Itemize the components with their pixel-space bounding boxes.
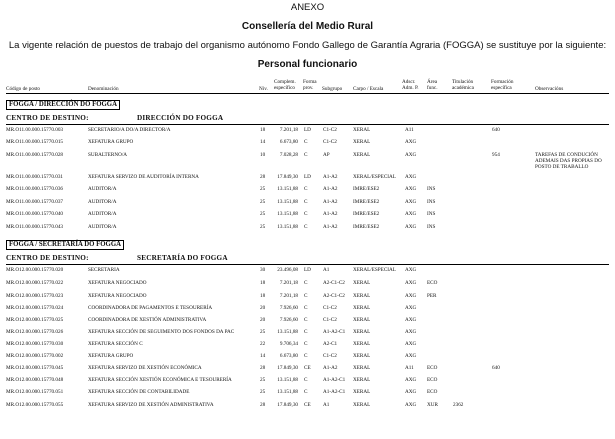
row-complem: 7.201,18 (279, 280, 298, 286)
row-adscr: AXG (405, 377, 417, 383)
table-row (0, 402, 615, 410)
row-niv: 25 (260, 224, 266, 230)
row-code: MR.O11.00.000.15770.043 (6, 224, 64, 230)
row-complem: 6.673,80 (279, 353, 298, 359)
section-title: FOGGA / SECRETARÍA DO FOGGA (6, 240, 124, 250)
row-forma: C (304, 329, 308, 335)
row-denominacion: XEFATURA SERVIZO DE XESTIÓN ADMINISTRATIVA (88, 402, 214, 408)
table-row (0, 329, 615, 337)
row-denominacion: XEFATURA SERVIZO DE XESTIÓN ECONÓMICA (88, 365, 202, 371)
row-denominacion: COORDINADORA DE PAGAMENTOS E TESOURERÍA (88, 305, 213, 311)
row-subgrupo: A1-A2 (323, 174, 338, 180)
row-carpo: XERAL/ESPECIAL (353, 174, 396, 180)
section-rule (6, 264, 609, 265)
row-formacion: 640 (492, 365, 500, 371)
row-carpo: XERAL (353, 280, 371, 286)
row-niv: 25 (260, 199, 266, 205)
row-forma: C (304, 139, 308, 145)
row-code: MR.O12.00.000.15770.026 (6, 329, 64, 335)
row-subgrupo: A1-A2 (323, 186, 338, 192)
row-carpo: XERAL (353, 139, 371, 145)
row-code: MR.O12.00.000.15770.030 (6, 341, 64, 347)
row-adscr: AXG (405, 280, 417, 286)
annex-heading: ANEXO (290, 2, 325, 13)
row-niv: 20 (260, 317, 266, 323)
row-complem: 7.926,60 (279, 317, 298, 323)
row-area: ECO (427, 365, 438, 371)
row-niv: 30 (260, 267, 266, 273)
row-code: MR.O11.00.000.15770.036 (6, 186, 64, 192)
row-adscr: AXG (405, 317, 417, 323)
row-forma: LD (304, 267, 311, 273)
row-adscr: AXG (405, 224, 417, 230)
row-subgrupo: A1-A2-C1 (323, 329, 346, 335)
row-carpo: IMRE/ESE2 (353, 211, 380, 217)
row-subgrupo: A2-C1 (323, 341, 338, 347)
row-carpo: XERAL (353, 341, 371, 347)
row-code: MR.O11.00.000.15770.040 (6, 211, 64, 217)
centro-name: DIRECCIÓN DO FOGGA (137, 114, 224, 122)
row-adscr: A11 (405, 127, 414, 133)
row-code: MR.O12.00.000.15770.055 (6, 402, 64, 408)
table-row (0, 139, 615, 147)
row-complem: 13.151,88 (277, 377, 298, 383)
row-area: INS (427, 224, 436, 230)
row-area: INS (427, 211, 436, 217)
col-niv: Niv. (259, 86, 268, 92)
row-forma: LD (304, 127, 311, 133)
row-carpo: IMRE/ESE2 (353, 199, 380, 205)
section-rule (6, 124, 609, 125)
row-niv: 25 (260, 329, 266, 335)
row-complem: 13.151,88 (277, 199, 298, 205)
row-subgrupo: A1-A2 (323, 199, 338, 205)
row-code: MR.O12.00.000.15770.051 (6, 389, 64, 395)
row-adscr: AXG (405, 152, 417, 158)
row-area: XUR (427, 402, 438, 408)
row-complem: 23.496,08 (277, 267, 298, 273)
row-complem: 7.201,18 (279, 293, 298, 299)
row-observaciones: TAREFAS DE CONDUCIÓN ADEMAIS DAS PROPIAS DO POSTO DE TRABALLO (535, 152, 602, 170)
row-niv: 25 (260, 211, 266, 217)
row-forma: CE (304, 365, 311, 371)
row-subgrupo: A1-A2-C1 (323, 389, 346, 395)
table-row (0, 341, 615, 349)
row-carpo: XERAL (353, 317, 371, 323)
row-denominacion: SUBALTERNO/A (88, 152, 128, 158)
row-denominacion: AUDITOR/A (88, 186, 117, 192)
row-carpo: XERAL (353, 365, 371, 371)
row-forma: C (304, 152, 308, 158)
centro-label: CENTRO DE DESTINO: (6, 114, 89, 122)
row-denominacion: SECRETARIA (88, 267, 120, 273)
row-niv: 20 (260, 305, 266, 311)
table-row (0, 389, 615, 397)
row-carpo: IMRE/ESE2 (353, 224, 380, 230)
table-row (0, 353, 615, 361)
col-area: Área func. (427, 79, 438, 91)
table-row (0, 305, 615, 313)
table-row (0, 365, 615, 373)
intro-text: La vigente relación de puestos de trabajo del organismo autónomo Fondo Gallego de Garantía Agraria (FOGGA) se sustituye por la siguiente: (8, 40, 607, 51)
row-code: MR.O12.00.000.15770.023 (6, 293, 64, 299)
row-forma: C (304, 293, 308, 299)
row-niv: 18 (260, 293, 266, 299)
row-carpo: XERAL (353, 293, 371, 299)
row-complem: 17.849,30 (277, 365, 298, 371)
row-code: MR.O12.00.000.15770.025 (6, 317, 64, 323)
row-adscr: A11 (405, 365, 414, 371)
row-forma: C (304, 353, 308, 359)
row-complem: 13.151,88 (277, 211, 298, 217)
row-code: MR.O12.00.000.15770.045 (6, 365, 64, 371)
table-row (0, 293, 615, 301)
row-code: MR.O11.00.000.15770.015 (6, 139, 64, 145)
col-observaciones: Observacións (535, 86, 564, 92)
row-adscr: AXG (405, 402, 417, 408)
col-subgrupo: Subgrupo (322, 86, 343, 92)
col-adscr: Adscr. Adm. P. (402, 79, 419, 91)
row-denominacion: SECRETARIO/A DO/A DIRECTOR/A (88, 127, 171, 133)
row-adscr: AXG (405, 211, 417, 217)
row-area: PER (427, 293, 437, 299)
conselleria-title: Consellería del Medio Rural (241, 21, 374, 32)
row-subgrupo: A1 (323, 267, 330, 273)
row-niv: 28 (260, 365, 266, 371)
row-niv: 10 (260, 152, 266, 158)
row-denominacion: XEFATURA SECCIÓN DE CONTABILIDADE (88, 389, 190, 395)
row-adscr: AXG (405, 353, 417, 359)
row-complem: 6.673,80 (279, 139, 298, 145)
row-carpo: XERAL (353, 329, 371, 335)
row-adscr: AXG (405, 199, 417, 205)
row-denominacion: XEFATURA SECCIÓN C (88, 341, 143, 347)
row-forma: C (304, 224, 308, 230)
row-complem: 13.151,88 (277, 186, 298, 192)
row-denominacion: XEFATURA SECCIÓN DE SEGUIMENTO DOS FONDOS DA PAC (88, 329, 235, 335)
table-row (0, 174, 615, 182)
row-adscr: AXG (405, 186, 417, 192)
row-complem: 13.151,88 (277, 329, 298, 335)
row-forma: C (304, 377, 308, 383)
row-complem: 17.849,30 (277, 402, 298, 408)
col-complem: Complem. específico (274, 79, 296, 91)
row-denominacion: XEFATURA SECCIÓN XESTIÓN ECONÓMICA E TESOURERÍA (88, 377, 232, 383)
row-subgrupo: C1-C2 (323, 317, 337, 323)
row-code: MR.O12.00.000.15770.024 (6, 305, 64, 311)
centro-name: SECRETARÍA DO FOGGA (137, 254, 228, 262)
row-niv: 14 (260, 139, 266, 145)
row-complem: 7.028,28 (279, 152, 298, 158)
row-forma: C (304, 341, 308, 347)
row-denominacion: XEFATURA SERVIZO DE AUDITORÍA INTERNA (88, 174, 199, 180)
row-complem: 7.201,18 (279, 127, 298, 133)
row-niv: 25 (260, 377, 266, 383)
row-niv: 14 (260, 353, 266, 359)
table-row (0, 267, 615, 275)
row-subgrupo: A1-A2 (323, 365, 338, 371)
row-carpo: XERAL (353, 389, 371, 395)
row-area: INS (427, 186, 436, 192)
row-subgrupo: C1-C2 (323, 127, 337, 133)
row-niv: 28 (260, 402, 266, 408)
row-forma: CE (304, 402, 311, 408)
row-complem: 9.706,34 (279, 341, 298, 347)
table-row (0, 127, 615, 135)
row-adscr: AXG (405, 341, 417, 347)
table-row (0, 211, 615, 219)
table-row (0, 152, 615, 170)
table-row (0, 317, 615, 325)
row-code: MR.O11.00.000.15770.037 (6, 199, 64, 205)
row-subgrupo: C1-C2 (323, 353, 337, 359)
row-complem: 13.151,88 (277, 389, 298, 395)
table-row (0, 224, 615, 232)
row-carpo: XERAL (353, 127, 371, 133)
row-carpo: IMRE/ESE2 (353, 186, 380, 192)
row-code: MR.O11.00.000.15770.003 (6, 127, 64, 133)
row-code: MR.O12.00.000.15770.022 (6, 280, 64, 286)
table-row (0, 377, 615, 385)
row-denominacion: XEFATURA GRUPO (88, 139, 134, 145)
row-adscr: AXG (405, 174, 417, 180)
row-formacion: 640 (492, 127, 500, 133)
row-niv: 25 (260, 389, 266, 395)
row-niv: 25 (260, 186, 266, 192)
row-complem: 13.151,88 (277, 224, 298, 230)
row-adscr: AXG (405, 267, 417, 273)
row-complem: 17.849,30 (277, 174, 298, 180)
row-subgrupo: A1-A2 (323, 224, 338, 230)
row-forma: C (304, 211, 308, 217)
row-subgrupo: A1 (323, 402, 330, 408)
row-subgrupo: C1-C2 (323, 139, 337, 145)
section-title: FOGGA / DIRECCIÓN DO FOGGA (6, 100, 120, 110)
row-subgrupo: AP (323, 152, 330, 158)
row-carpo: XERAL (353, 305, 371, 311)
row-code: MR.O12.00.000.15770.002 (6, 353, 64, 359)
row-carpo: XERAL (353, 353, 371, 359)
row-area: ECO (427, 377, 438, 383)
row-denominacion: XEFATURA GRUPO (88, 353, 134, 359)
row-carpo: XERAL (353, 377, 371, 383)
row-niv: 18 (260, 280, 266, 286)
row-code: MR.O12.00.000.15770.048 (6, 377, 64, 383)
col-forma: Forma prov. (303, 79, 317, 91)
row-titulacion: 2362 (453, 402, 464, 408)
col-carpo: Carpo / Escala (353, 86, 384, 92)
row-niv: 28 (260, 174, 266, 180)
row-formacion: 954 (492, 152, 500, 158)
row-forma: LD (304, 174, 311, 180)
row-carpo: XERAL (353, 402, 371, 408)
row-adscr: AXG (405, 305, 417, 311)
row-subgrupo: A1-A2 (323, 211, 338, 217)
row-subgrupo: C1-C2 (323, 305, 337, 311)
table-row (0, 186, 615, 194)
row-forma: C (304, 305, 308, 311)
row-denominacion: AUDITOR/A (88, 199, 117, 205)
row-forma: C (304, 317, 308, 323)
col-denominacion: Denominación (88, 86, 119, 92)
table-row (0, 199, 615, 207)
row-area: INS (427, 199, 436, 205)
row-subgrupo: A2-C1-C2 (323, 280, 345, 286)
row-carpo: XERAL/ESPECIAL (353, 267, 396, 273)
row-denominacion: XEFATURA NEGOCIADO (88, 293, 147, 299)
col-codigo: Código de posto (6, 86, 41, 92)
row-subgrupo: A1-A2-C1 (323, 377, 346, 383)
row-code: MR.O12.00.000.15770.020 (6, 267, 64, 273)
row-denominacion: COORDINADORA DE XESTIÓN ADMINISTRATIVA (88, 317, 207, 323)
header-rule (6, 93, 609, 94)
row-adscr: AXG (405, 389, 417, 395)
row-denominacion: AUDITOR/A (88, 211, 117, 217)
personal-title: Personal funcionario (257, 59, 358, 70)
row-niv: 18 (260, 127, 266, 133)
row-subgrupo: A2-C1-C2 (323, 293, 345, 299)
row-niv: 22 (260, 341, 266, 347)
row-code: MR.O11.00.000.15770.031 (6, 174, 64, 180)
row-complem: 7.926,60 (279, 305, 298, 311)
row-adscr: AXG (405, 139, 417, 145)
row-forma: C (304, 199, 308, 205)
col-titulacion: Titulación académica (452, 79, 474, 91)
row-area: ECO (427, 389, 438, 395)
row-carpo: XERAL (353, 152, 371, 158)
table-row (0, 280, 615, 288)
row-adscr: AXG (405, 329, 417, 335)
centro-label: CENTRO DE DESTINO: (6, 254, 89, 262)
col-formacion: Formación específica (491, 79, 514, 91)
row-forma: C (304, 389, 308, 395)
row-area: ECO (427, 280, 438, 286)
row-denominacion: XEFATURA NEGOCIADO (88, 280, 147, 286)
row-code: MR.O11.00.000.15770.028 (6, 152, 64, 158)
row-forma: C (304, 186, 308, 192)
row-denominacion: AUDITOR/A (88, 224, 117, 230)
row-adscr: AXG (405, 293, 417, 299)
row-forma: C (304, 280, 308, 286)
